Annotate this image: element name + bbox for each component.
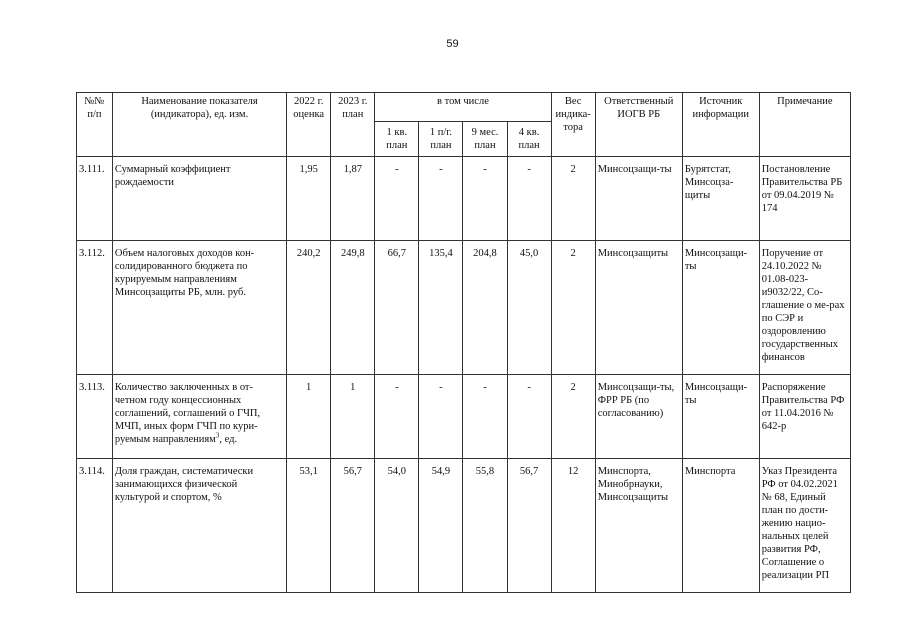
row-9m: -	[463, 375, 507, 459]
row-responsible: Минспорта, Минобрнауки, Минсоцзащиты	[595, 459, 682, 593]
row-2023: 1,87	[331, 157, 375, 241]
row-responsible: Минсоцзащи-ты, ФРР РБ (по согласованию)	[595, 375, 682, 459]
row-responsible: Минсоцзащиты	[595, 241, 682, 375]
header-name: Наименование показателя (индикатора), ед. изм.	[112, 93, 286, 157]
header-q4: 4 кв. план	[507, 122, 551, 157]
row-q4: -	[507, 157, 551, 241]
row-num: 3.114.	[77, 459, 113, 593]
row-name-tail: , ед.	[219, 434, 238, 445]
row-name-main: Количество заключенных в от-четном году концессионных соглашений, соглашений о ГЧП, МЧП, иных форм ГЧП по кури-руемым направлениям	[114, 382, 261, 445]
row-h1: -	[419, 157, 463, 241]
header-responsible: Ответственный ИОГВ РБ	[595, 93, 682, 157]
row-9m: 204,8	[463, 241, 507, 375]
header-row	[77, 93, 851, 122]
row-num: 3.111.	[77, 157, 113, 241]
row-2023: 56,7	[331, 459, 375, 593]
row-num: 3.113.	[77, 375, 113, 459]
row-2023: 249,8	[331, 241, 375, 375]
row-weight: 2	[551, 157, 595, 241]
row-source: Бурятстат, Минсоцза-щиты	[682, 157, 759, 241]
header-source: Источник информации	[682, 93, 759, 157]
row-name: Доля граждан, систематически занимающихся физической культурой и спортом, %	[112, 459, 286, 593]
header-including: в том числе	[375, 93, 551, 122]
row-9m: 55,8	[463, 459, 507, 593]
row-responsible: Минсоцзащи-ты	[595, 157, 682, 241]
row-num: 3.112.	[77, 241, 113, 375]
header-note: Примечание	[759, 93, 850, 157]
header-9m: 9 мес. план	[463, 122, 507, 157]
footnote-mark: 3	[215, 431, 220, 440]
row-note: Распоряжение Правительства РФ от 11.04.2016 № 642-р	[759, 375, 850, 459]
header-num: №№ п/п	[77, 93, 113, 157]
row-source: Минспорта	[682, 459, 759, 593]
row-2023: 1	[331, 375, 375, 459]
row-name: Объем налоговых доходов кон-солидированного бюджета по курируемым направлениям Минсоцзащиты РБ, млн. руб.	[112, 241, 286, 375]
header-2023: 2023 г. план	[331, 93, 375, 157]
row-q1: -	[375, 157, 419, 241]
row-h1: 54,9	[419, 459, 463, 593]
row-q4: -	[507, 375, 551, 459]
row-2022: 53,1	[287, 459, 331, 593]
row-9m: -	[463, 157, 507, 241]
row-note: Поручение от 24.10.2022 № 01.08-023-и9032/22, Со-глашение о ме-рах по СЭР и оздоровлению государственных финансов	[759, 241, 850, 375]
row-h1: -	[419, 375, 463, 459]
row-weight: 2	[551, 375, 595, 459]
header-2022: 2022 г. оценка	[287, 93, 331, 157]
row-q1: 54,0	[375, 459, 419, 593]
page-number: 59	[446, 38, 459, 50]
row-2022: 1	[287, 375, 331, 459]
row-source: Минсоцзащи-ты	[682, 375, 759, 459]
row-q1: -	[375, 375, 419, 459]
row-h1: 135,4	[419, 241, 463, 375]
table-row	[77, 241, 851, 375]
indicators-table	[76, 92, 851, 593]
header-weight: Вес индика-тора	[551, 93, 595, 157]
header-q1: 1 кв. план	[375, 122, 419, 157]
table-row	[77, 459, 851, 593]
row-q4: 45,0	[507, 241, 551, 375]
table-row	[77, 157, 851, 241]
row-source: Минсоцзащи-ты	[682, 241, 759, 375]
row-weight: 2	[551, 241, 595, 375]
row-2022: 240,2	[287, 241, 331, 375]
row-name	[112, 375, 286, 459]
row-note: Постановление Правительства РБ от 09.04.2019 № 174	[759, 157, 850, 241]
row-q1: 66,7	[375, 241, 419, 375]
header-h1: 1 п/г. план	[419, 122, 463, 157]
row-note: Указ Президента РФ от 04.02.2021 № 68, Единый план по дости-жению нацио-нальных целей развития РФ, Соглашение о реализации РП	[759, 459, 850, 593]
row-weight: 12	[551, 459, 595, 593]
row-2022: 1,95	[287, 157, 331, 241]
table-row	[77, 375, 851, 459]
row-name: Суммарный коэффициент рождаемости	[112, 157, 286, 241]
row-q4: 56,7	[507, 459, 551, 593]
